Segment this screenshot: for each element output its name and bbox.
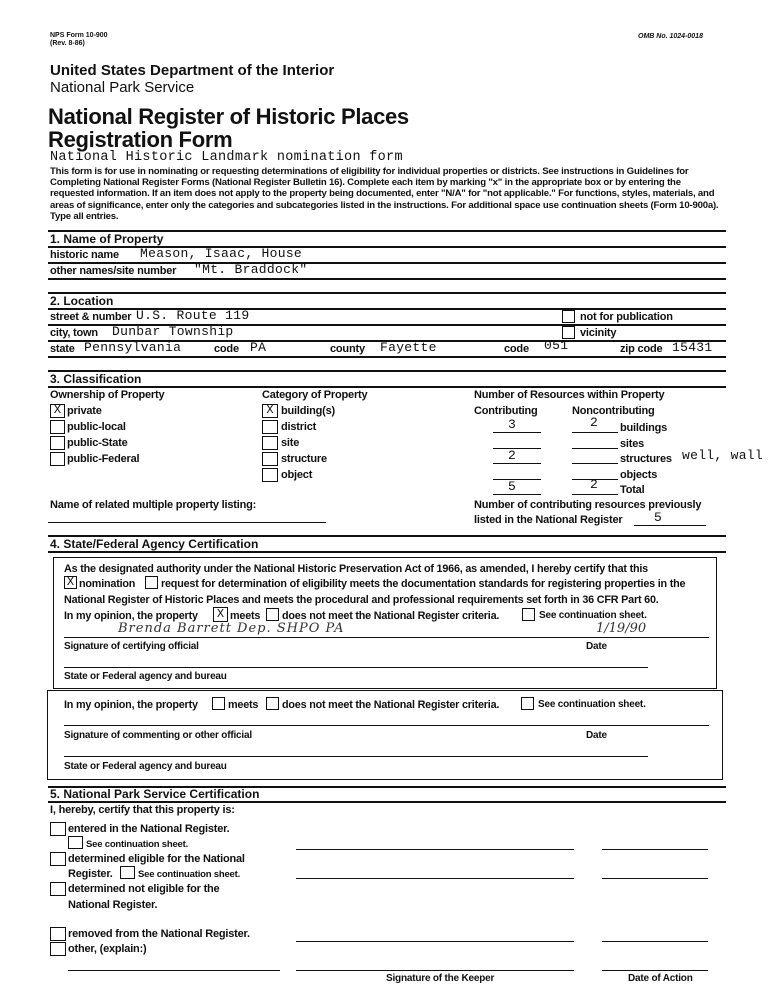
signature-label: Signature of certifying official	[64, 641, 199, 652]
keeper-signature-line	[296, 941, 574, 942]
meets2-label: meets	[228, 699, 259, 711]
state-code-label: code	[214, 343, 239, 355]
section-2-header: 2. Location	[50, 294, 114, 308]
divider	[48, 551, 726, 553]
resource-type-label: buildings	[620, 422, 668, 434]
page-title: National Register of Historic Places	[48, 104, 409, 129]
ownership-option-label: public-State	[67, 437, 128, 449]
entered-label: entered in the National Register.	[68, 823, 230, 835]
signature2-label: Signature of commenting or other official	[64, 730, 252, 741]
not-meets-checkbox[interactable]	[266, 608, 279, 621]
page-title-2: Registration Form	[48, 127, 233, 152]
removed-checkbox[interactable]	[50, 927, 66, 941]
divider	[48, 370, 726, 372]
continuation2-checkbox[interactable]	[521, 697, 534, 710]
contributing-line	[493, 479, 541, 480]
not-for-publication-checkbox[interactable]	[562, 310, 575, 323]
contributing-count: 3	[508, 417, 517, 432]
contributing-label: Contributing	[474, 405, 538, 417]
category-checkbox[interactable]	[262, 452, 278, 466]
city-value: Dunbar Township	[112, 324, 234, 339]
date-of-action-line	[602, 849, 708, 850]
resource-type-label: sites	[620, 437, 645, 450]
ownership-checkbox[interactable]	[50, 420, 65, 434]
related-listing-label: Name of related multiple property listing:	[50, 499, 257, 511]
section-5-header: 5. National Park Service Certification	[50, 787, 260, 801]
meets-checkbox[interactable]: X	[213, 607, 228, 622]
other-label: other, (explain:)	[68, 943, 147, 955]
zip-label: zip code	[620, 343, 663, 355]
previously-listed-label-1: Number of contributing resources previously	[474, 499, 702, 511]
historic-name-value: Meason, Isaac, House	[140, 246, 303, 261]
ownership-option-label: public-local	[67, 421, 126, 433]
previously-listed-label-2: listed in the National Register	[474, 514, 623, 526]
category-option-label: structure	[281, 453, 327, 465]
ownership-option-label: private	[67, 405, 102, 417]
signature-line	[64, 637, 709, 638]
continuation-label: See continuation sheet.	[539, 610, 647, 621]
divider	[48, 386, 726, 388]
category-checkbox[interactable]	[262, 436, 278, 450]
not-eligible-label-2: National Register.	[68, 899, 158, 911]
category-label: Category of Property	[262, 389, 368, 401]
not-for-publication-label: not for publication	[580, 311, 673, 323]
date-of-action-line	[602, 878, 708, 879]
section-3-header: 3. Classification	[50, 372, 142, 386]
ownership-label: Ownership of Property	[50, 389, 165, 401]
entered-continuation-checkbox[interactable]	[68, 836, 83, 849]
contributing-line	[493, 494, 541, 495]
section-4-header: 4. State/Federal Agency Certification	[50, 537, 259, 551]
date-of-action-line	[602, 970, 708, 971]
noncontributing-line	[572, 463, 618, 464]
previously-listed-line	[634, 525, 706, 526]
vicinity-label: vicinity	[580, 327, 617, 339]
date-label: Date	[586, 641, 607, 652]
divider	[48, 278, 726, 280]
category-option-label: object	[281, 469, 313, 481]
ownership-checkbox[interactable]	[50, 436, 65, 450]
resource-type-label: Total	[620, 484, 645, 496]
keeper-signature-line	[296, 970, 574, 971]
opinion-label: In my opinion, the property	[64, 610, 198, 622]
request-checkbox[interactable]	[145, 576, 158, 589]
omb-number: OMB No. 1024-0018	[638, 33, 703, 40]
request-text: request for determination of eligibility meets the documentation standards for registering properties in the	[161, 578, 686, 590]
contributing-line	[493, 448, 541, 449]
date2-label: Date	[586, 730, 607, 741]
keeper-signature-line	[296, 878, 574, 879]
continuation2-label: See continuation sheet.	[538, 699, 646, 710]
section-1-header: 1. Name of Property	[50, 232, 164, 246]
contributing-line	[493, 463, 541, 464]
structures-note: well, wall	[682, 448, 764, 463]
not-eligible-checkbox[interactable]	[50, 882, 66, 896]
not-meets2-checkbox[interactable]	[266, 697, 279, 710]
state-code-value: PA	[250, 340, 267, 355]
category-checkbox[interactable]: X	[262, 404, 278, 418]
signature2-line	[64, 725, 709, 726]
category-option-label: building(s)	[281, 405, 336, 417]
other-explain-line	[68, 970, 280, 971]
determined-eligible-label-1: determined eligible for the National	[68, 853, 245, 865]
divider	[48, 262, 726, 264]
contributing-line	[493, 432, 541, 433]
divider	[48, 801, 726, 803]
contributing-count: 2	[508, 448, 517, 463]
ownership-checkbox[interactable]	[50, 452, 65, 466]
county-value: Fayette	[380, 340, 437, 355]
department: United States Department of the Interior	[50, 62, 335, 79]
state-value: Pennsylvania	[84, 340, 182, 355]
street-label: street & number	[50, 311, 132, 323]
entered-continuation-label: See continuation sheet.	[86, 839, 189, 850]
meets-label: meets	[230, 610, 261, 622]
nps-intro: I, hereby, certify that this property is:	[50, 804, 235, 816]
category-option-label: site	[281, 437, 300, 449]
determined-eligible-checkbox[interactable]	[50, 852, 66, 866]
nomination-label: nomination	[79, 578, 136, 590]
form-number: NPS Form 10-900	[50, 32, 108, 39]
keeper-signature-label: Signature of the Keeper	[386, 973, 495, 984]
date-of-action-line	[602, 941, 708, 942]
noncontributing-label: Noncontributing	[572, 405, 655, 417]
resources-label: Number of Resources within Property	[474, 389, 665, 401]
entered-checkbox[interactable]	[50, 822, 66, 836]
not-meets-label: does not meet the National Register criteria.	[282, 610, 500, 622]
county-code-value: 051	[544, 338, 569, 353]
county-label: county	[330, 343, 365, 355]
category-checkbox[interactable]	[262, 468, 278, 482]
continuation-checkbox[interactable]	[522, 608, 535, 621]
county-code-label: code	[504, 343, 529, 355]
signature-date: 1/19/90	[596, 621, 647, 636]
date-of-action-label: Date of Action	[628, 973, 693, 984]
agency-label: State or Federal agency and bureau	[64, 671, 227, 682]
city-label: city, town	[50, 327, 98, 339]
ownership-option-label: public-Federal	[67, 453, 140, 465]
cert-paragraph-line1: As the designated authority under the National Historic Preservation Act of 1966, as amended, I hereby certify that this	[64, 563, 648, 575]
removed-label: removed from the National Register.	[68, 928, 250, 940]
divider	[48, 292, 726, 294]
divider	[48, 356, 726, 358]
state-label: state	[50, 343, 75, 355]
cert-paragraph-line3: National Register of Historic Places and meets the procedural and professional requirements set forth in 36 CFR Part 60.	[64, 594, 659, 606]
other-checkbox[interactable]	[50, 942, 66, 956]
category-option-label: district	[281, 421, 317, 433]
historic-name-label: historic name	[50, 249, 119, 261]
keeper-signature-line	[296, 849, 574, 850]
resource-type-label: structures	[620, 453, 672, 465]
agency2-line	[64, 756, 648, 757]
contributing-count: 5	[508, 479, 517, 494]
service: National Park Service	[50, 79, 195, 96]
other-names-label: other names/site number	[50, 265, 177, 277]
noncontributing-line	[572, 494, 618, 495]
ownership-checkbox[interactable]: X	[50, 404, 65, 418]
not-meets2-label: does not meet the National Register criteria.	[282, 699, 500, 711]
determined-eligible-label-2: Register.	[68, 868, 113, 880]
instructions: This form is for use in nominating or requesting determinations of eligibility for individual properties or districts. See instructions in Guidelines for Completing National Register Forms (National Register Bulletin 16). Complete each item by marking "x" in the appropriate box or by entering the requested information. If an item does not apply to the property being documented, enter "N/A" for "not applicable." For functions, styles, materials, and areas of significance, enter only the categories and subcategories listed in the instructions. For additional space use continuation sheets (Form 10-900a). Type all entries.	[50, 166, 719, 222]
nomination-checkbox[interactable]: X	[64, 576, 77, 589]
resource-type-label: objects	[620, 468, 658, 481]
eligible-continuation-label: See continuation sheet.	[138, 869, 241, 880]
agency2-label: State or Federal agency and bureau	[64, 761, 227, 772]
category-checkbox[interactable]	[262, 420, 278, 434]
official-signature: Brenda Barrett Dep. SHPO PA	[118, 621, 345, 636]
noncontributing-count: 2	[590, 477, 599, 492]
noncontributing-count: 2	[590, 415, 599, 430]
eligible-continuation-checkbox[interactable]	[120, 866, 135, 879]
meets2-checkbox[interactable]	[212, 697, 225, 710]
noncontributing-line	[572, 448, 618, 449]
previously-listed-value: 5	[654, 510, 663, 525]
form-subtitle: National Historic Landmark nomination form	[50, 150, 403, 165]
zip-value: 15431	[672, 340, 713, 355]
street-value: U.S. Route 119	[136, 308, 250, 323]
noncontributing-line	[572, 432, 618, 433]
related-listing-line	[48, 522, 326, 523]
form-rev: (Rev. 8-86)	[50, 40, 85, 47]
opinion2-label: In my opinion, the property	[64, 699, 198, 711]
other-names-value: "Mt. Braddock"	[194, 262, 308, 277]
not-eligible-label-1: determined not eligible for the	[68, 883, 220, 895]
agency-line	[64, 667, 648, 668]
